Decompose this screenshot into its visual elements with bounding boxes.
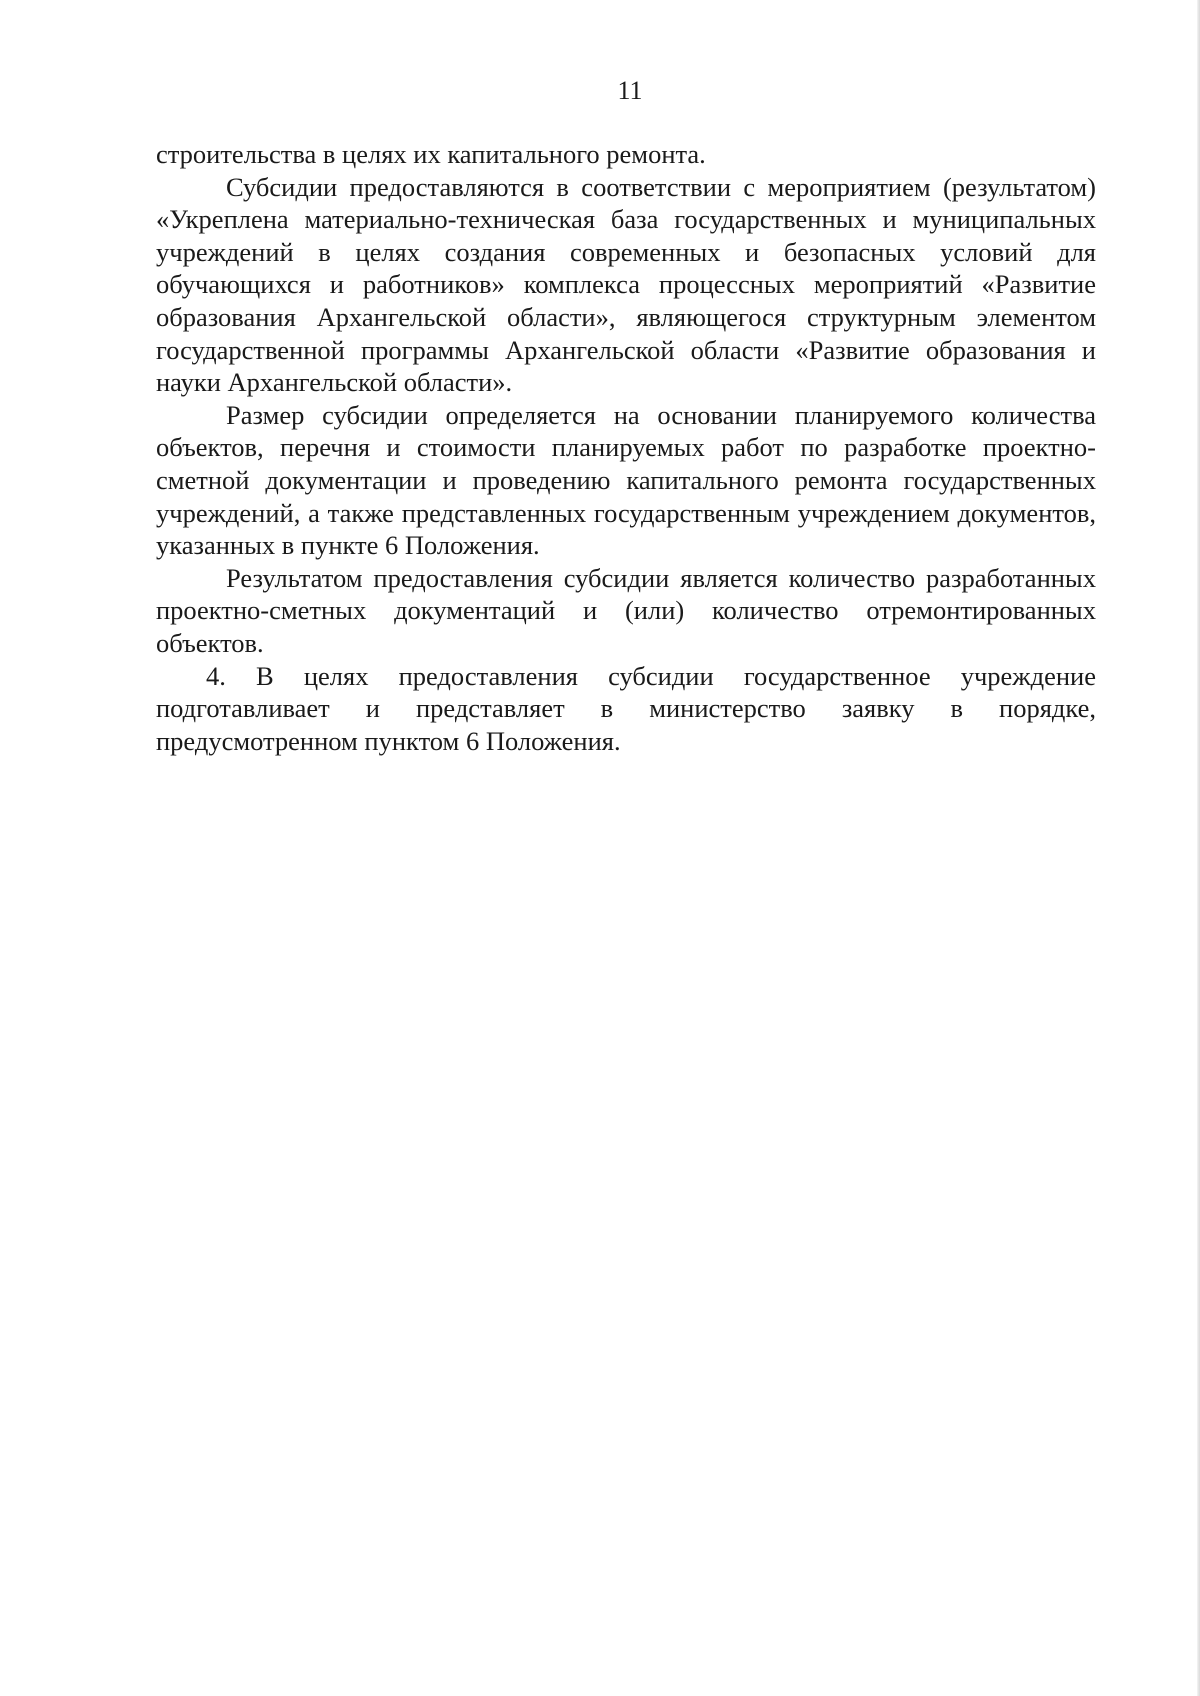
paragraph-continuation: строительства в целях их капитального ремонта. bbox=[156, 139, 706, 169]
paragraph-item-4: 4. В целях предоставления субсидии государственное учреждение подготавливает и представляет в министерство заявку в порядке, предусмотренном пунктом 6 Положения. bbox=[156, 660, 1096, 756]
document-body bbox=[156, 138, 1096, 757]
paragraph-subsidy-amount: Размер субсидии определяется на основании планируемого количества объектов, перечня и стоимости планируемых работ по разработке проектно-сметной документации и проведению капитального ремонта государственных учреждений, а также представленных государственным учреждением документов, указанных в пункте 6 Положения. bbox=[156, 399, 1096, 561]
paragraph-subsidy-purpose: Субсидии предоставляются в соответствии с мероприятием (результатом) «Укреплена материально-техническая база государственных и муниципальных учреждений в целях создания современных и безопасных условий для обучающихся и работников» комплекса процессных мероприятий «Развитие образования Архангельской области», являющегося структурным элементом государственной программы Архангельской области «Развитие образования и науки Архангельской области». bbox=[156, 171, 1096, 398]
paragraph-subsidy-result: Результатом предоставления субсидии является количество разработанных проектно-сметных документаций и (или) количество отремонтированных объектов. bbox=[156, 562, 1096, 658]
page-number: 11 bbox=[617, 76, 643, 105]
